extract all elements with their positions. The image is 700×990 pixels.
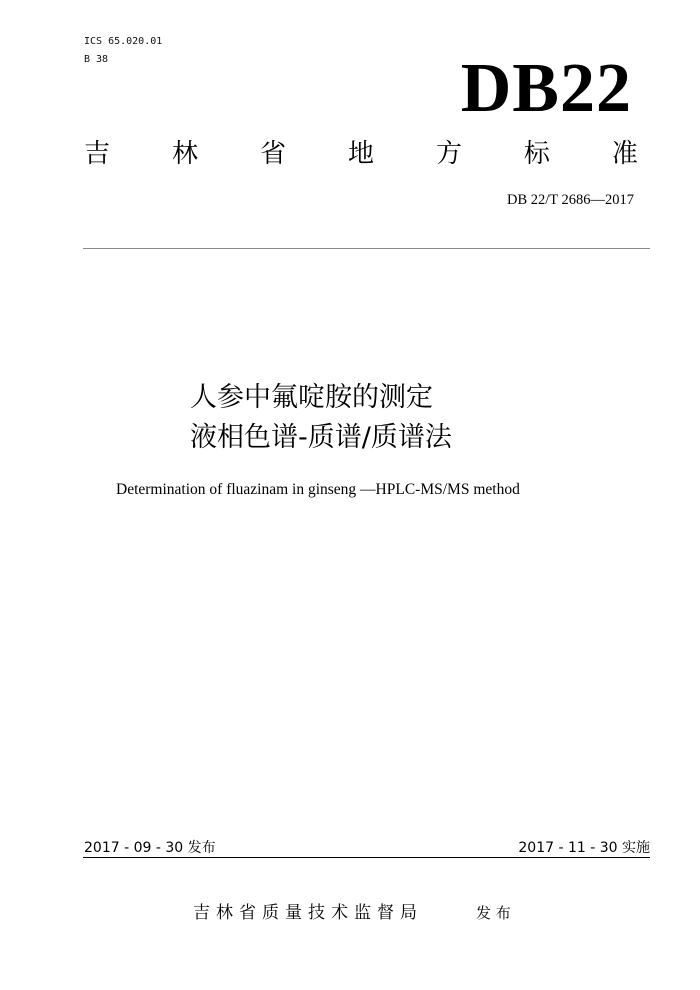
standard-type-heading <box>84 138 638 170</box>
standard-type-char: 林 <box>171 139 198 169</box>
issue-action: 发 布 <box>476 904 511 922</box>
header-divider <box>83 248 650 249</box>
standard-number: DB 22/T 2686—2017 <box>506 192 634 208</box>
ccs-code: B 38 <box>84 54 109 65</box>
standard-type-char: 准 <box>611 139 638 169</box>
english-title: Determination of fluazinam in ginseng —HPLC-MS/MS method <box>116 481 520 498</box>
standard-code-mark: DB22 <box>460 50 632 127</box>
title-line-1: 人参中氟啶胺的测定 <box>190 382 433 413</box>
issuing-authority: 吉林省质量技术监督局 <box>193 903 423 923</box>
standard-type-char: 地 <box>347 139 374 169</box>
footer-divider <box>83 857 650 858</box>
standard-type-char: 吉 <box>84 139 111 169</box>
standard-type-char: 标 <box>523 139 550 169</box>
standard-type-char: 省 <box>259 139 286 169</box>
title-line-2: 液相色谱-质谱/质谱法 <box>190 422 452 453</box>
standard-type-char: 方 <box>435 139 462 169</box>
issue-date: 2017 - 09 - 30 发布 <box>84 840 216 856</box>
ics-code: ICS 65.020.01 <box>84 36 163 47</box>
implementation-date: 2017 - 11 - 30 实施 <box>518 840 650 856</box>
